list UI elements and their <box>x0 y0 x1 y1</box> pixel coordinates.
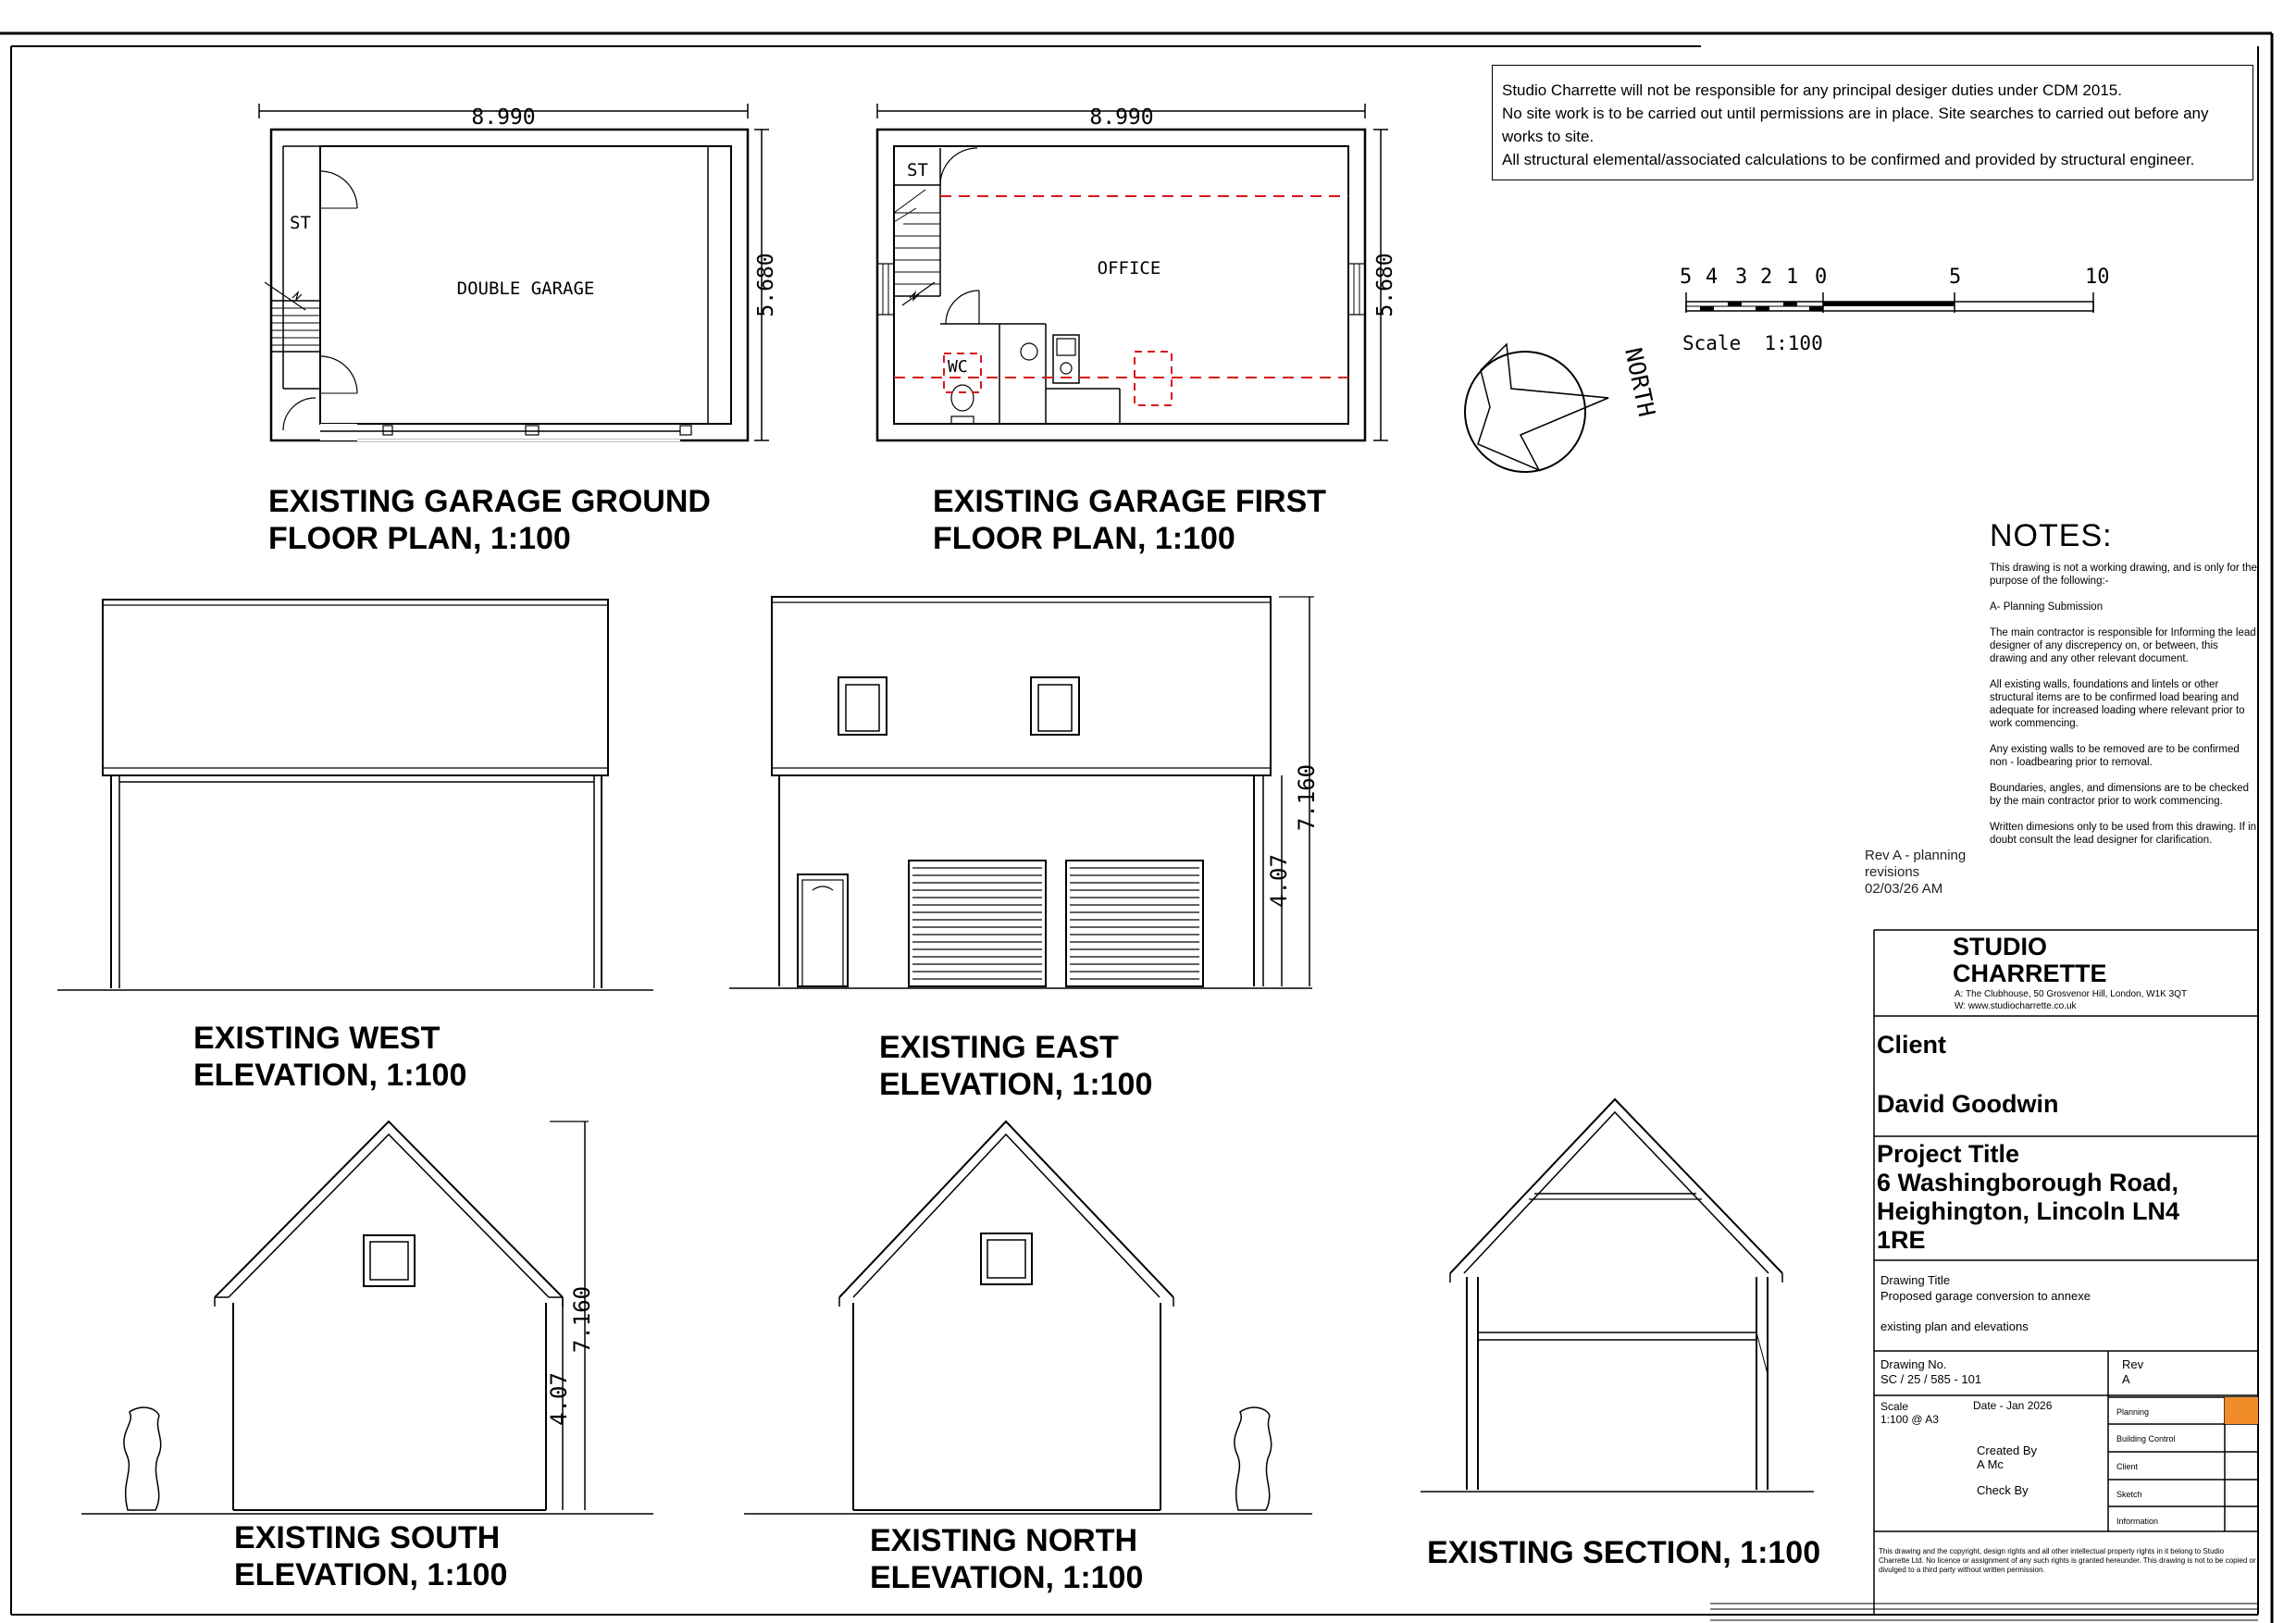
disclaimer-line: All structural elemental/associated calculations to be confirmed and provided by structural engineer. <box>1502 151 2195 168</box>
scale-tick: 5 <box>1680 266 1693 289</box>
scale-label-tb: Scale <box>1880 1400 1909 1413</box>
drawing-title-label: Drawing Title <box>1880 1273 1951 1287</box>
studio-name-line1: STUDIO <box>1953 933 2048 960</box>
status-item-sketch: Sketch <box>2116 1490 2142 1499</box>
north-elevation-title: EXISTING NORTH ELEVATION, 1:100 <box>870 1523 1144 1595</box>
section-title: EXISTING SECTION, 1:100 <box>1427 1535 1821 1570</box>
date-value: Date - Jan 2026 <box>1973 1399 2053 1412</box>
note-item: The main contractor is responsible for Informing the lead designer of any discrepency on, or between, this drawing and any other relevant document. <box>1990 627 2256 664</box>
status-item-planning: Planning <box>2116 1407 2150 1417</box>
status-item-building-control: Building Control <box>2116 1434 2176 1443</box>
south-overall-dimension: 7.160 <box>569 1285 595 1354</box>
ground-stair-label: ST <box>290 213 311 233</box>
first-stair-label: ST <box>907 160 928 180</box>
status-indicator-planning <box>2225 1397 2258 1424</box>
revision-note: Rev A - planning revisions 02/03/26 AM <box>1865 848 1967 897</box>
scale-tick: 2 <box>1760 266 1773 289</box>
ground-width-dimension: 8.990 <box>471 105 536 130</box>
ground-depth-dimension: 5.680 <box>754 253 778 317</box>
rev-label: Rev <box>2122 1357 2144 1371</box>
notes-list <box>1990 562 2258 860</box>
drawing-no-value: SC / 25 / 585 - 101 <box>1880 1372 1982 1386</box>
disclaimer-line: works to site. <box>1502 128 1595 145</box>
first-floor-plan-title: EXISTING GARAGE FIRST FLOOR PLAN, 1:100 <box>933 484 1327 556</box>
scale-bar <box>1686 292 2093 313</box>
drawing-no-label: Drawing No. <box>1880 1357 1947 1371</box>
note-item: All existing walls, foundations and lintels or other structural items are to be confirmed load bearing and adequate for increased loading where relevant prior to work commencing. <box>1990 679 2245 729</box>
created-by-value: A Mc <box>1977 1457 2004 1471</box>
ground-floor-plan-title: EXISTING GARAGE GROUND FLOOR PLAN, 1:100 <box>268 484 711 556</box>
south-elevation <box>81 1121 653 1514</box>
drawing-title-line: Proposed garage conversion to annexe <box>1880 1289 2091 1303</box>
disclaimer-box <box>1492 65 2253 180</box>
scale-tick: 1 <box>1786 266 1799 289</box>
south-elevation-title: EXISTING SOUTH ELEVATION, 1:100 <box>234 1520 508 1592</box>
scale-label: Scale 1:100 <box>1682 332 1823 354</box>
scale-tick: 4 <box>1706 266 1719 289</box>
east-elevation-title: EXISTING EAST ELEVATION, 1:100 <box>879 1030 1153 1102</box>
north-arrow-icon <box>1465 344 1608 472</box>
project-title-line: 6 Washingborough Road, <box>1877 1169 2178 1196</box>
north-label: NORTH <box>1620 345 1661 419</box>
drawing-title-line: existing plan and elevations <box>1880 1319 2029 1333</box>
client-name: David Goodwin <box>1877 1090 2059 1118</box>
disclaimer-line: No site work is to be carried out until permissions are in place. Site searches to carried out before any <box>1502 105 2209 122</box>
status-item-client: Client <box>2116 1462 2139 1471</box>
south-eaves-dimension: 4.07 <box>546 1372 572 1426</box>
scale-value: 1:100 @ A3 <box>1880 1413 1939 1426</box>
north-elevation <box>744 1121 1312 1514</box>
ground-room-label: DOUBLE GARAGE <box>456 279 595 299</box>
first-width-dimension: 8.990 <box>1089 105 1154 130</box>
existing-section <box>1421 1099 1814 1492</box>
project-title-line: 1RE <box>1877 1226 1926 1254</box>
west-elevation <box>57 600 653 990</box>
west-elevation-title: EXISTING WEST ELEVATION, 1:100 <box>193 1021 467 1093</box>
ground-floor-plan <box>259 104 769 440</box>
created-by-label: Created By <box>1977 1443 2038 1457</box>
note-item: Any existing walls to be removed are to be confirmed non - loadbearing prior to removal. <box>1990 744 2240 768</box>
east-elevation <box>729 597 1314 988</box>
scale-tick: 5 <box>1949 266 1962 289</box>
garage-door-slats <box>912 868 1199 979</box>
notes-heading: NOTES: <box>1990 518 2113 553</box>
studio-name-line2: CHARRETTE <box>1953 960 2107 987</box>
copyright-notice: This drawing and the copyright, design rights and all other intellectual property rights in it belong to Studio Charrette Ltd. No licence or assignment of any such rights is granted hereunder. This drawing is not to be copied or divulged to a third party without written permission. <box>1879 1547 2256 1574</box>
east-eaves-dimension: 4.07 <box>1266 854 1292 908</box>
note-item: Written dimesions only to be used from this drawing. If in doubt consult the lead designer for clarification. <box>1990 822 2257 846</box>
first-room-label: OFFICE <box>1097 258 1161 279</box>
note-item: A- Planning Submission <box>1990 601 2104 613</box>
note-item: Boundaries, angles, and dimensions are to be checked by the main contractor prior to work commencing. <box>1990 783 2250 807</box>
rev-value: A <box>2122 1372 2130 1386</box>
first-depth-dimension: 5.680 <box>1373 253 1397 317</box>
disclaimer-line: Studio Charrette will not be responsible for any principal desiger duties under CDM 2015. <box>1502 81 2122 99</box>
scale-tick: 3 <box>1735 266 1748 289</box>
project-title-label: Project Title <box>1877 1140 2020 1168</box>
east-overall-dimension: 7.160 <box>1294 763 1320 832</box>
first-wc-label: WC <box>948 357 968 377</box>
note-item: This drawing is not a working drawing, and is only for the purpose of the following:- <box>1990 563 2257 587</box>
scale-tick: 0 <box>1815 266 1828 289</box>
client-label: Client <box>1877 1031 1947 1059</box>
studio-website-link[interactable]: W: www.studiocharrette.co.uk <box>1955 1001 2077 1011</box>
scale-tick: 10 <box>2085 266 2110 289</box>
studio-address: A: The Clubhouse, 50 Grosvenor Hill, London, W1K 3QT <box>1955 989 2188 999</box>
check-by-label: Check By <box>1977 1483 2029 1497</box>
scale-bar-ticks <box>1680 266 2110 289</box>
status-item-information: Information <box>2116 1517 2159 1526</box>
project-title-line: Heighington, Lincoln LN4 <box>1877 1197 2179 1225</box>
